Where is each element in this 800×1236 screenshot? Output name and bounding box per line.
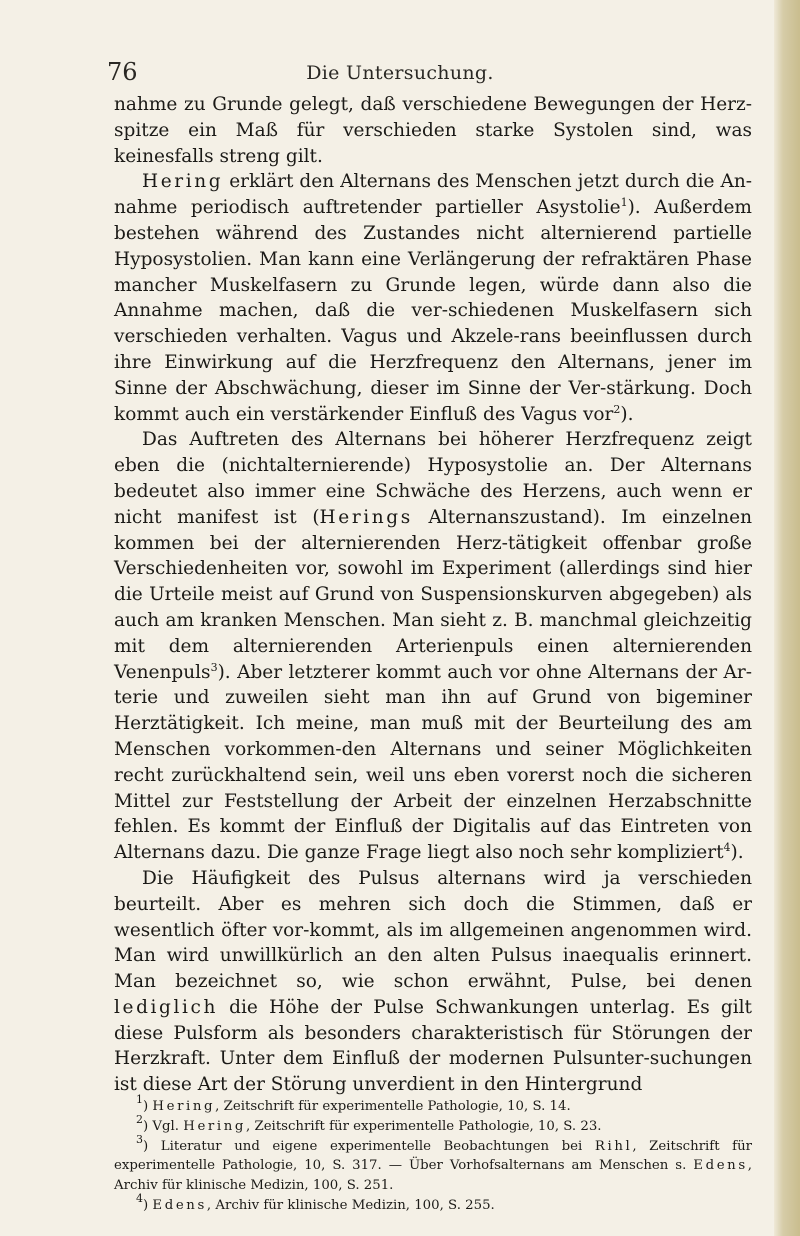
footnote-marker: 3 bbox=[136, 1132, 143, 1146]
page-number: 76 bbox=[107, 58, 138, 86]
text-run: , Archiv für klinische Medizin, 100, S. 255. bbox=[206, 1197, 495, 1213]
spaced-name: Hering bbox=[152, 1099, 216, 1114]
footnote-marker: 4 bbox=[723, 841, 731, 855]
text-run: ). bbox=[730, 842, 744, 864]
spaced-name: Hering bbox=[142, 171, 224, 193]
text-run: ). Außerdem bestehen während des Zustandes nicht alternierend partielle Hyposystolien. Man kann eine Verlängerung der refraktären Phase mancher Muskelfasern zu Grunde legen, würde dann also die Annahme machen, daß die ver-schiedenen Muskelfasern sich verschieden verhalten. Vagus und Akzele-rans beeinflussen durch ihre Einwirkung auf die Herzfrequenz den Alternans, jener im Sinne der Abschwächung, dieser im Sinne der Ver-stärkung. Doch kommt auch ein verstärkender Einfluß des Vagus vor bbox=[114, 197, 752, 425]
spaced-name: Herings bbox=[319, 506, 413, 528]
footnote-marker: 2 bbox=[613, 402, 621, 416]
text-run: ). Aber letzterer kommt auch vor ohne Alternans der Ar-terie und zuweilen sieht man ihn auf Grund von bigeminer Herztätigkeit. Ich meine, man muß mit der Beurteilung des am Menschen vorkommen-den Alternans und seiner Möglichkeiten recht zurückhaltend sein, weil uns eben vorerst noch die sicheren Mittel zur Feststellung der Arbeit der einzelnen Herzabschnitte fehlen. Es kommt der Einfluß der Digitalis auf das Eintreten von Alternans dazu. Die ganze Frage liegt also noch sehr kompliziert bbox=[114, 661, 752, 864]
text-run: nahme zu Grunde gelegt, daß verschiedene Bewegungen der Herz-spitze ein Maß für verschieden starke Systolen sind, was keinesfalls streng gilt. bbox=[114, 94, 752, 167]
text-run: ) bbox=[143, 1099, 153, 1114]
footnote-marker: 1 bbox=[620, 196, 628, 210]
spaced-name: Edens bbox=[693, 1158, 748, 1174]
text-run: ) Vgl. bbox=[143, 1118, 184, 1134]
footnote bbox=[114, 1093, 752, 1117]
text-run: ) Literatur und eigene experimentelle Beobachtungen bei bbox=[143, 1138, 595, 1154]
footnote bbox=[114, 1112, 752, 1137]
text-run: die Höhe der Pulse Schwankungen unterlag. Es gilt diese Pulsform als besonders charakteristisch für Störungen der Herzkraft. Unter dem Einfluß der modernen Pulsunter-suchungen ist diese Art der Störung unverdient in den Hintergrund bbox=[114, 996, 752, 1096]
footnote-marker: 4 bbox=[136, 1191, 143, 1205]
text-run: Alternanszustand). Im einzelnen kommen bei der alternierenden Herz-tätigkeit offenbar große Verschiedenheiten vor, sowohl im Experiment (allerdings sind hier die Urteile meist auf Grund von Suspensionskurven abgegeben) als auch am kranken Menschen. Man sieht z. B. manchmal gleichzeitig mit dem alternierenden Arterienpuls einen alternierenden Venenpuls bbox=[114, 506, 753, 683]
paragraph bbox=[114, 427, 752, 866]
footnote bbox=[114, 1132, 753, 1196]
footnote bbox=[114, 1191, 752, 1216]
footnote-marker: 1 bbox=[136, 1093, 143, 1106]
text-run: ). bbox=[620, 403, 634, 425]
page-edge-shadow bbox=[774, 0, 800, 1236]
body-text bbox=[114, 92, 752, 1098]
paragraph bbox=[114, 92, 752, 169]
text-run: , Archiv für klinische Medizin, 100, S. 251. bbox=[114, 1158, 752, 1194]
paragraph bbox=[114, 169, 752, 427]
spaced-name: Edens bbox=[152, 1197, 207, 1213]
footnote-marker: 3 bbox=[210, 660, 218, 674]
text-run: , Zeitschrift für experimentelle Pathologie, 10, S. 14. bbox=[215, 1099, 571, 1114]
text-run: Die Häufigkeit des Pulsus alternans wird ja verschieden beurteilt. Aber es mehren sich doch die Stimmen, daß er wesentlich öfter vor-kommt, als im allgemeinen angenommen wird. Man wird unwillkürlich an den alten Pulsus inaequalis erinnert. Man bezeichnet so, wie schon erwähnt, Pulse, bei denen bbox=[114, 867, 752, 993]
footnote-marker: 2 bbox=[136, 1112, 143, 1126]
text-run: erklärt den Alternans des Menschen jetzt durch die An-nahme periodisch auftretender partieller Asystolie bbox=[114, 171, 752, 219]
text-run: Das Auftreten des Alternans bei höherer Herzfrequenz zeigt eben die (nichtalternierende) Hyposystolie an. Der Alternans bedeutet also immer eine Schwäche des Herzens, auch wenn er nicht manifest ist ( bbox=[114, 429, 752, 528]
text-run: , Zeitschrift für experimentelle Pathologie, 10, S. 317. — Über Vorhofsalternans am Menschen s. bbox=[114, 1138, 753, 1174]
footnotes bbox=[114, 1093, 753, 1216]
running-head: Die Untersuchung. bbox=[306, 62, 494, 84]
paragraph bbox=[114, 866, 752, 1098]
text-run: ) bbox=[143, 1197, 153, 1213]
spaced-name: Hering bbox=[183, 1118, 246, 1134]
text-run: , Zeitschrift für experimentelle Pathologie, 10, S. 23. bbox=[246, 1118, 602, 1134]
spaced-name: Rihl bbox=[594, 1138, 633, 1154]
spaced-name: lediglich bbox=[114, 996, 218, 1018]
